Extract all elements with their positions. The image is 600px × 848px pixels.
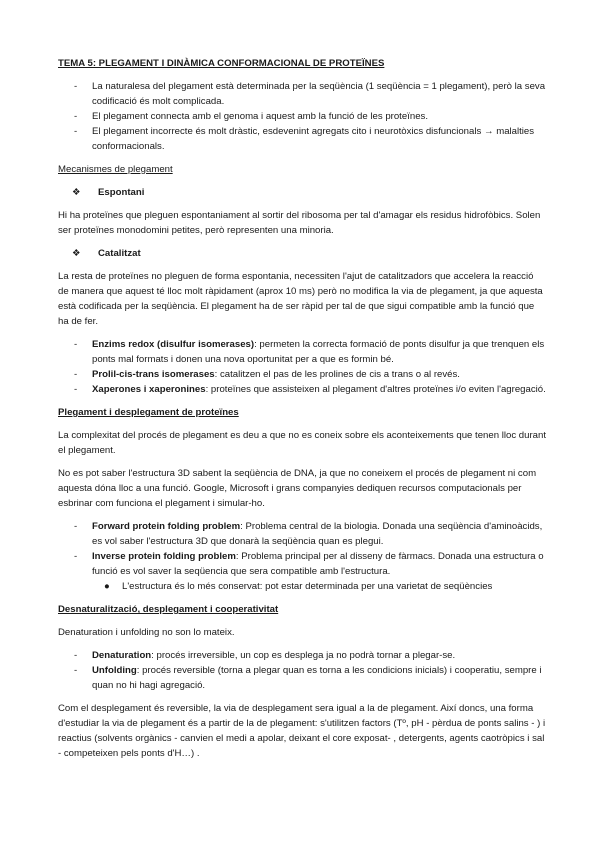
- list-item: - Xaperones i xaperonines: proteïnes que assisteixen al plegament d'altres proteïnes i/o eviten l'agregació.: [58, 382, 546, 397]
- intro-list: [58, 79, 546, 154]
- list-item: - El plegament incorrecte és molt dràstic, esdevenint agregats cito i neurotòxics disfuncionals → malalties conformacionals.: [58, 124, 546, 154]
- catalitzadors-list: [58, 337, 546, 397]
- paragraph: Com el desplegament és reversible, la via de desplegament sera igual a la de plegament. Així doncs, una forma d'estudiar la via de plegament és a partir de la de plegament: s'utilitzen factors (Tº, pH - pèrdua de ponts salins - ) i reactius (solvents orgànics - canvien el medi a apolar, deixant el core exposat- , detergents, agents caotròpics i sal - competeixen pels ponts d'H…) .: [58, 703, 546, 759]
- paragraph: La complexitat del procés de plegament es deu a que no es coneix sobre els aconteixements que tenen lloc durant el plegament.: [58, 430, 546, 456]
- list-item: - Inverse protein folding problem: Problema principal per al disseny de fàrmacs. Donada una estructura o funció es vol saver la seqüencia que sera compatible amb l'estructura.: [58, 549, 546, 579]
- subheading-espontani: ❖ Espontani: [72, 187, 145, 198]
- section-heading-plegament: Plegament i desplegament de proteïnes: [58, 407, 239, 418]
- list-item: - Forward protein folding problem: Problema central de la biologia. Donada una seqüència d'aminoàcids, es vol saber l'estructura 3D que donarà la seqüència quan es plegui.: [58, 519, 546, 549]
- list-item: - La naturalesa del plegament està determinada per la seqüència (1 seqüència = 1 plegament), però la seva codificació és molt complicada.: [58, 79, 546, 109]
- sub-bullet-item: ● L'estructura és lo més conservat: pot estar determinada per una varietat de seqüències: [104, 581, 493, 592]
- list-item: - Unfolding: procés reversible (torna a plegar quan es torna a les condicions inicials) i cooperatiu, sempre i quan no hi hagi agregació.: [58, 663, 546, 693]
- section-heading-desnaturalitzacio: Desnaturalització, desplegament i cooperativitat: [58, 604, 279, 615]
- folding-problems-list: [58, 519, 546, 579]
- paragraph: Denaturation i unfolding no son lo mateix.: [58, 627, 235, 638]
- paragraph: Hi ha proteïnes que pleguen espontaniament al sortir del ribosoma per tal d'amagar els residus hidrofòbics. Solen ser proteïnes monodomini petites, però representen una minoria.: [58, 210, 541, 236]
- denaturation-list: [58, 648, 546, 693]
- bullet-dot-icon: ●: [104, 581, 110, 592]
- list-item: - Enzims redox (disulfur isomerases): permeten la correcta formació de ponts disulfur ja que trenquen els ponts mal formats i donen una nova oportunitat per a que es formin bé.: [58, 337, 546, 367]
- document-page: [58, 56, 546, 769]
- diamond-bullet-icon: ❖: [72, 187, 81, 198]
- subheading-catalitzat: ❖ Catalitzat: [72, 248, 141, 259]
- list-item: - Prolil-cis-trans isomerases: catalitzen el pas de les prolines de cis a trans o al revés.: [58, 367, 546, 382]
- document-title: TEMA 5: PLEGAMENT I DINÀMICA CONFORMACIONAL DE PROTEÏNES: [58, 58, 385, 69]
- paragraph: No es pot saber l'estructura 3D sabent la seqüència de DNA, ja que no coneixem el procés de plegament ni com aquesta dóna lloc a una funció. Google, Microsoft i grans companyies dediquen recursos computacionals per esbrinar com funciona el plegament i simular-ho.: [58, 468, 537, 509]
- list-item: - Denaturation: procés irreversible, un cop es desplega ja no podrà tornar a plegar-se.: [58, 648, 546, 663]
- section-heading-mecanismes: Mecanismes de plegament: [58, 164, 173, 175]
- diamond-bullet-icon: ❖: [72, 248, 81, 259]
- paragraph: La resta de proteïnes no pleguen de forma espontania, necessiten l'ajut de catalitzadors que accelera la reacció de manera que aquest té lloc molt ràpidament (aprox 10 ms) però no modifica la via de plegament, ja que aquesta està codificada per la seqüència. El plegament ha de ser ràpid per tal de que sigui compatible amb la funció que ha de fer.: [58, 271, 543, 327]
- list-item: - El plegament connecta amb el genoma i aquest amb la funció de les proteïnes.: [58, 109, 546, 124]
